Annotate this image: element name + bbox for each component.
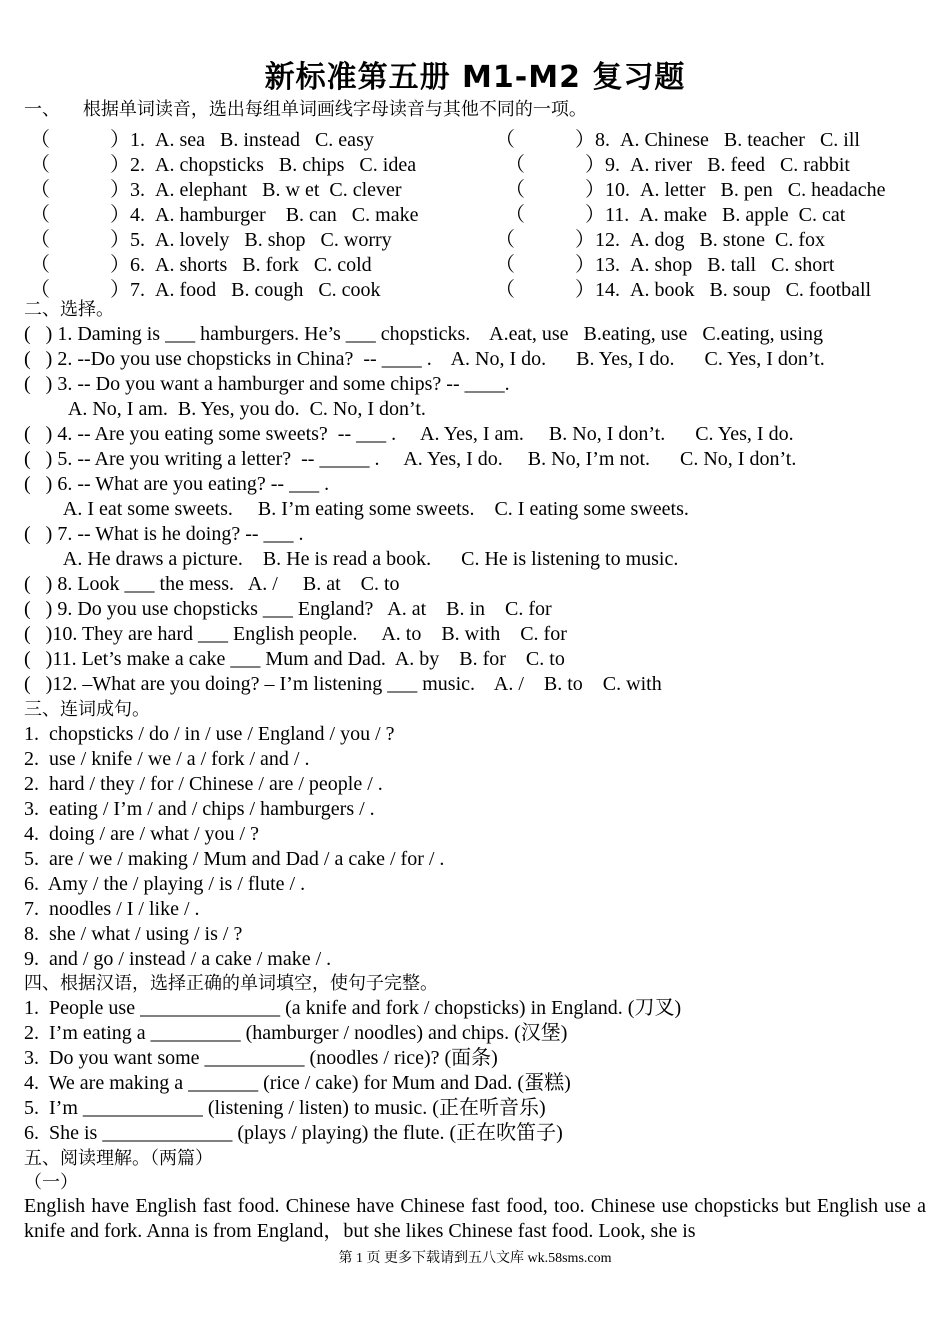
reorder-item: 1. chopsticks / do / in / use / England / you / ? — [24, 723, 395, 745]
page-footer: 第 1 页 更多下载请到五八文库 wk.58sms.com — [338, 1251, 612, 1266]
fill-item: 4. We are making a _______ (rice / cake) for Mum and Dad. (蛋糕) — [24, 1072, 571, 1094]
reorder-item: 2. hard / they / for / Chinese / are / people / . — [24, 773, 383, 795]
section-3-heading: 三、连词成句。 — [24, 699, 150, 720]
phonics-item: （ ）2. A. chopsticks B. chips C. idea — [30, 154, 417, 176]
reorder-item: 4. doing / are / what / you / ? — [24, 823, 259, 845]
reading-passage: English have English fast food. Chinese have Chinese fast food, too. Chinese use chopsticks but English use a knife and fork. Anna is from England，but she likes Chinese fast food. Look, she is — [24, 1195, 926, 1242]
phonics-item: （ ）6. A. shorts B. fork C. cold — [30, 254, 372, 276]
choice-item: ( ) 7. -- What is he doing? -- ___ . — [24, 523, 304, 545]
fill-item: 3. Do you want some __________ (noodles / rice)? (面条) — [24, 1047, 498, 1069]
phonics-item: （ ）11. A. make B. apple C. cat — [495, 204, 846, 226]
fill-item: 5. I’m ____________ (listening / listen) to music. (正在听音乐) — [24, 1097, 546, 1119]
reorder-item: 6. Amy / the / playing / is / flute / . — [24, 873, 306, 895]
choice-item: ( ) 3. -- Do you want a hamburger and some chips? -- ____. — [24, 373, 510, 395]
fill-item: 2. I’m eating a _________ (hamburger / noodles) and chips. (汉堡) — [24, 1022, 568, 1044]
reorder-item: 2. use / knife / we / a / fork / and / . — [24, 748, 310, 770]
phonics-item: （ ）8. A. Chinese B. teacher C. ill — [495, 129, 860, 151]
phonics-item: （ ）1. A. sea B. instead C. easy — [30, 129, 374, 151]
section-5-heading: 五、阅读理解。（两篇） — [24, 1148, 213, 1169]
phonics-item: （ ）4. A. hamburger B. can C. make — [30, 204, 419, 226]
choice-item: ( ) 6. -- What are you eating? -- ___ . — [24, 473, 330, 495]
phonics-item: （ ）14. A. book B. soup C. football — [495, 279, 872, 301]
choice-item: A. He draws a picture. B. He is read a book. C. He is listening to music. — [24, 548, 679, 570]
phonics-item: （ ）10. A. letter B. pen C. headache — [495, 179, 886, 201]
reorder-item: 7. noodles / I / like / . — [24, 898, 200, 920]
phonics-item: （ ）5. A. lovely B. shop C. worry — [30, 229, 392, 251]
fill-item: 1. People use ______________ (a knife and fork / chopsticks) in England. (刀叉) — [24, 997, 682, 1019]
choice-item: ( ) 1. Daming is ___ hamburgers. He’s ___ chopsticks. A.eat, use B.eating, use C.eating, using — [24, 323, 823, 345]
phonics-item: （ ）12. A. dog B. stone C. fox — [495, 229, 825, 251]
section-1-heading: 一、 根据单词读音，选出每组单词画线字母读音与其他不同的一项。 — [24, 99, 587, 120]
phonics-item: （ ）9. A. river B. feed C. rabbit — [495, 154, 850, 176]
choice-item: ( ) 4. -- Are you eating some sweets? -- ___ . A. Yes, I am. B. No, I don’t. C. Yes, I do. — [24, 423, 794, 445]
choice-item: ( )10. They are hard ___ English people. A. to B. with C. for — [24, 623, 567, 645]
choice-item: ( ) 8. Look ___ the mess. A. / B. at C. to — [24, 573, 400, 595]
passage-label: （一） — [24, 1172, 78, 1193]
reorder-item: 8. she / what / using / is / ? — [24, 923, 243, 945]
phonics-item: （ ）13. A. shop B. tall C. short — [495, 254, 835, 276]
choice-item: ( ) 9. Do you use chopsticks ___ England? A. at B. in C. for — [24, 598, 552, 620]
choice-item: ( ) 2. --Do you use chopsticks in China? -- ____ . A. No, I do. B. Yes, I do. C. Yes, I don’t. — [24, 348, 825, 370]
page-title: 新标准第五册 M1-M2 复习题 — [264, 60, 686, 95]
choice-item: A. I eat some sweets. B. I’m eating some sweets. C. I eating some sweets. — [24, 498, 689, 520]
section-4-heading: 四、根据汉语，选择正确的单词填空，使句子完整。 — [24, 973, 438, 994]
choice-item: ( )12. –What are you doing? – I’m listening ___ music. A. / B. to C. with — [24, 673, 662, 695]
section-2-heading: 二、选择。 — [24, 299, 114, 320]
fill-item: 6. She is _____________ (plays / playing) the flute. (正在吹笛子) — [24, 1122, 563, 1144]
choice-item: A. No, I am. B. Yes, you do. C. No, I don’t. — [24, 398, 426, 420]
choice-item: ( )11. Let’s make a cake ___ Mum and Dad. A. by B. for C. to — [24, 648, 565, 670]
phonics-item: （ ）3. A. elephant B. w et C. clever — [30, 179, 402, 201]
phonics-item: （ ）7. A. food B. cough C. cook — [30, 279, 381, 301]
reorder-item: 3. eating / I’m / and / chips / hamburgers / . — [24, 798, 375, 820]
choice-item: ( ) 5. -- Are you writing a letter? -- _____ . A. Yes, I do. B. No, I’m not. C. No, I don’t. — [24, 448, 797, 470]
reorder-item: 5. are / we / making / Mum and Dad / a cake / for / . — [24, 848, 445, 870]
reorder-item: 9. and / go / instead / a cake / make / . — [24, 948, 332, 970]
